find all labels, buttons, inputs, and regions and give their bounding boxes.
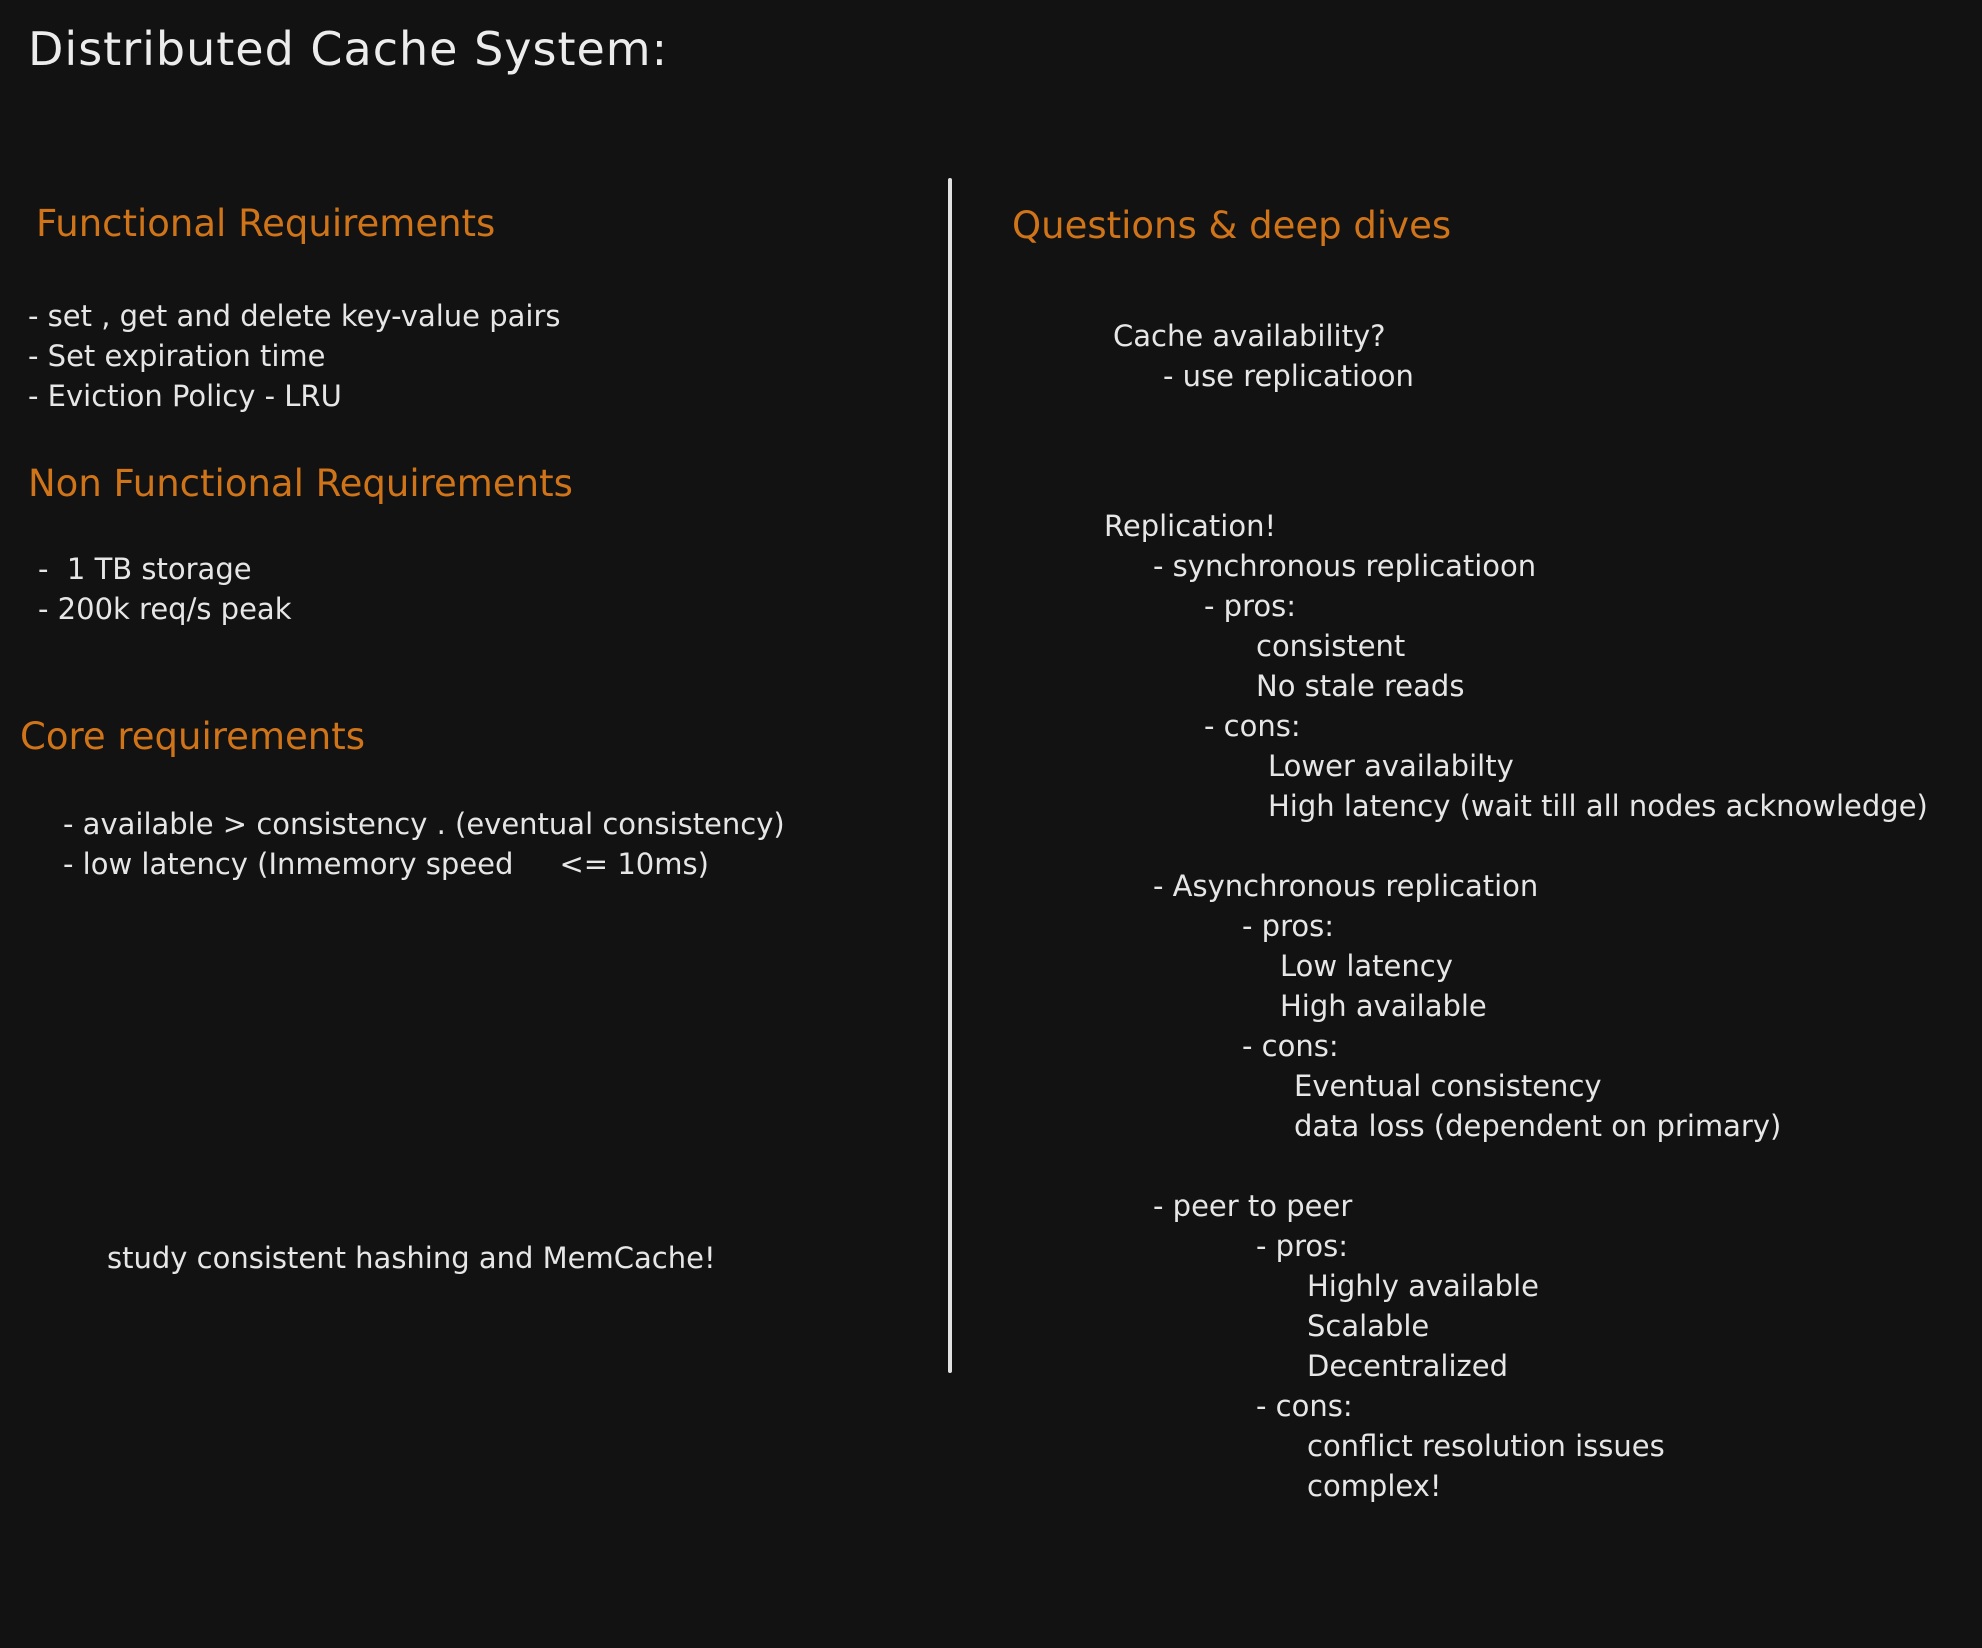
- p2p-cons-label: - cons:: [1256, 1389, 1353, 1423]
- functional-item: - Set expiration time: [28, 339, 326, 373]
- availability-question: Cache availability?: [1113, 319, 1386, 353]
- sync-pros-label: - pros:: [1204, 589, 1296, 623]
- sync-cons-label: - cons:: [1204, 709, 1301, 743]
- async-cons-label: - cons:: [1242, 1029, 1339, 1063]
- non-functional-requirements-heading: Non Functional Requirements: [28, 462, 573, 505]
- replication-heading: Replication!: [1104, 509, 1277, 543]
- async-con-item: Eventual consistency: [1294, 1069, 1602, 1103]
- core-item: - low latency (Inmemory speed <= 10ms): [63, 847, 709, 881]
- sync-con-item: Lower availabilty: [1268, 749, 1514, 783]
- sync-con-item: High latency (wait till all nodes acknowledge): [1268, 789, 1928, 823]
- async-pros-label: - pros:: [1242, 909, 1334, 943]
- p2p-pro-item: Highly available: [1307, 1269, 1539, 1303]
- non-functional-item: - 1 TB storage: [38, 552, 252, 586]
- p2p-pro-item: Scalable: [1307, 1309, 1430, 1343]
- async-replication-label: - Asynchronous replication: [1153, 869, 1539, 903]
- core-requirements-heading: Core requirements: [20, 715, 365, 758]
- study-note: study consistent hashing and MemCache!: [107, 1241, 716, 1275]
- functional-item: - Eviction Policy - LRU: [28, 379, 342, 413]
- functional-item: - set , get and delete key-value pairs: [28, 299, 561, 333]
- p2p-pro-item: Decentralized: [1307, 1349, 1508, 1383]
- sync-pro-item: consistent: [1256, 629, 1406, 663]
- sync-replication-label: - synchronous replicatioon: [1153, 549, 1537, 583]
- async-con-item: data loss (dependent on primary): [1294, 1109, 1782, 1143]
- non-functional-item: - 200k req/s peak: [38, 592, 292, 626]
- async-pro-item: Low latency: [1280, 949, 1453, 983]
- column-divider: [948, 178, 952, 1373]
- functional-requirements-heading: Functional Requirements: [36, 202, 496, 245]
- questions-heading: Questions & deep dives: [1012, 204, 1452, 247]
- p2p-pros-label: - pros:: [1256, 1229, 1348, 1263]
- sync-pro-item: No stale reads: [1256, 669, 1465, 703]
- core-item: - available > consistency . (eventual consistency): [63, 807, 785, 841]
- p2p-con-item: complex!: [1307, 1469, 1442, 1503]
- availability-answer: - use replicatioon: [1163, 359, 1414, 393]
- async-pro-item: High available: [1280, 989, 1487, 1023]
- p2p-label: - peer to peer: [1153, 1189, 1353, 1223]
- p2p-con-item: conflict resolution issues: [1307, 1429, 1665, 1463]
- page-title: Distributed Cache System:: [28, 22, 669, 76]
